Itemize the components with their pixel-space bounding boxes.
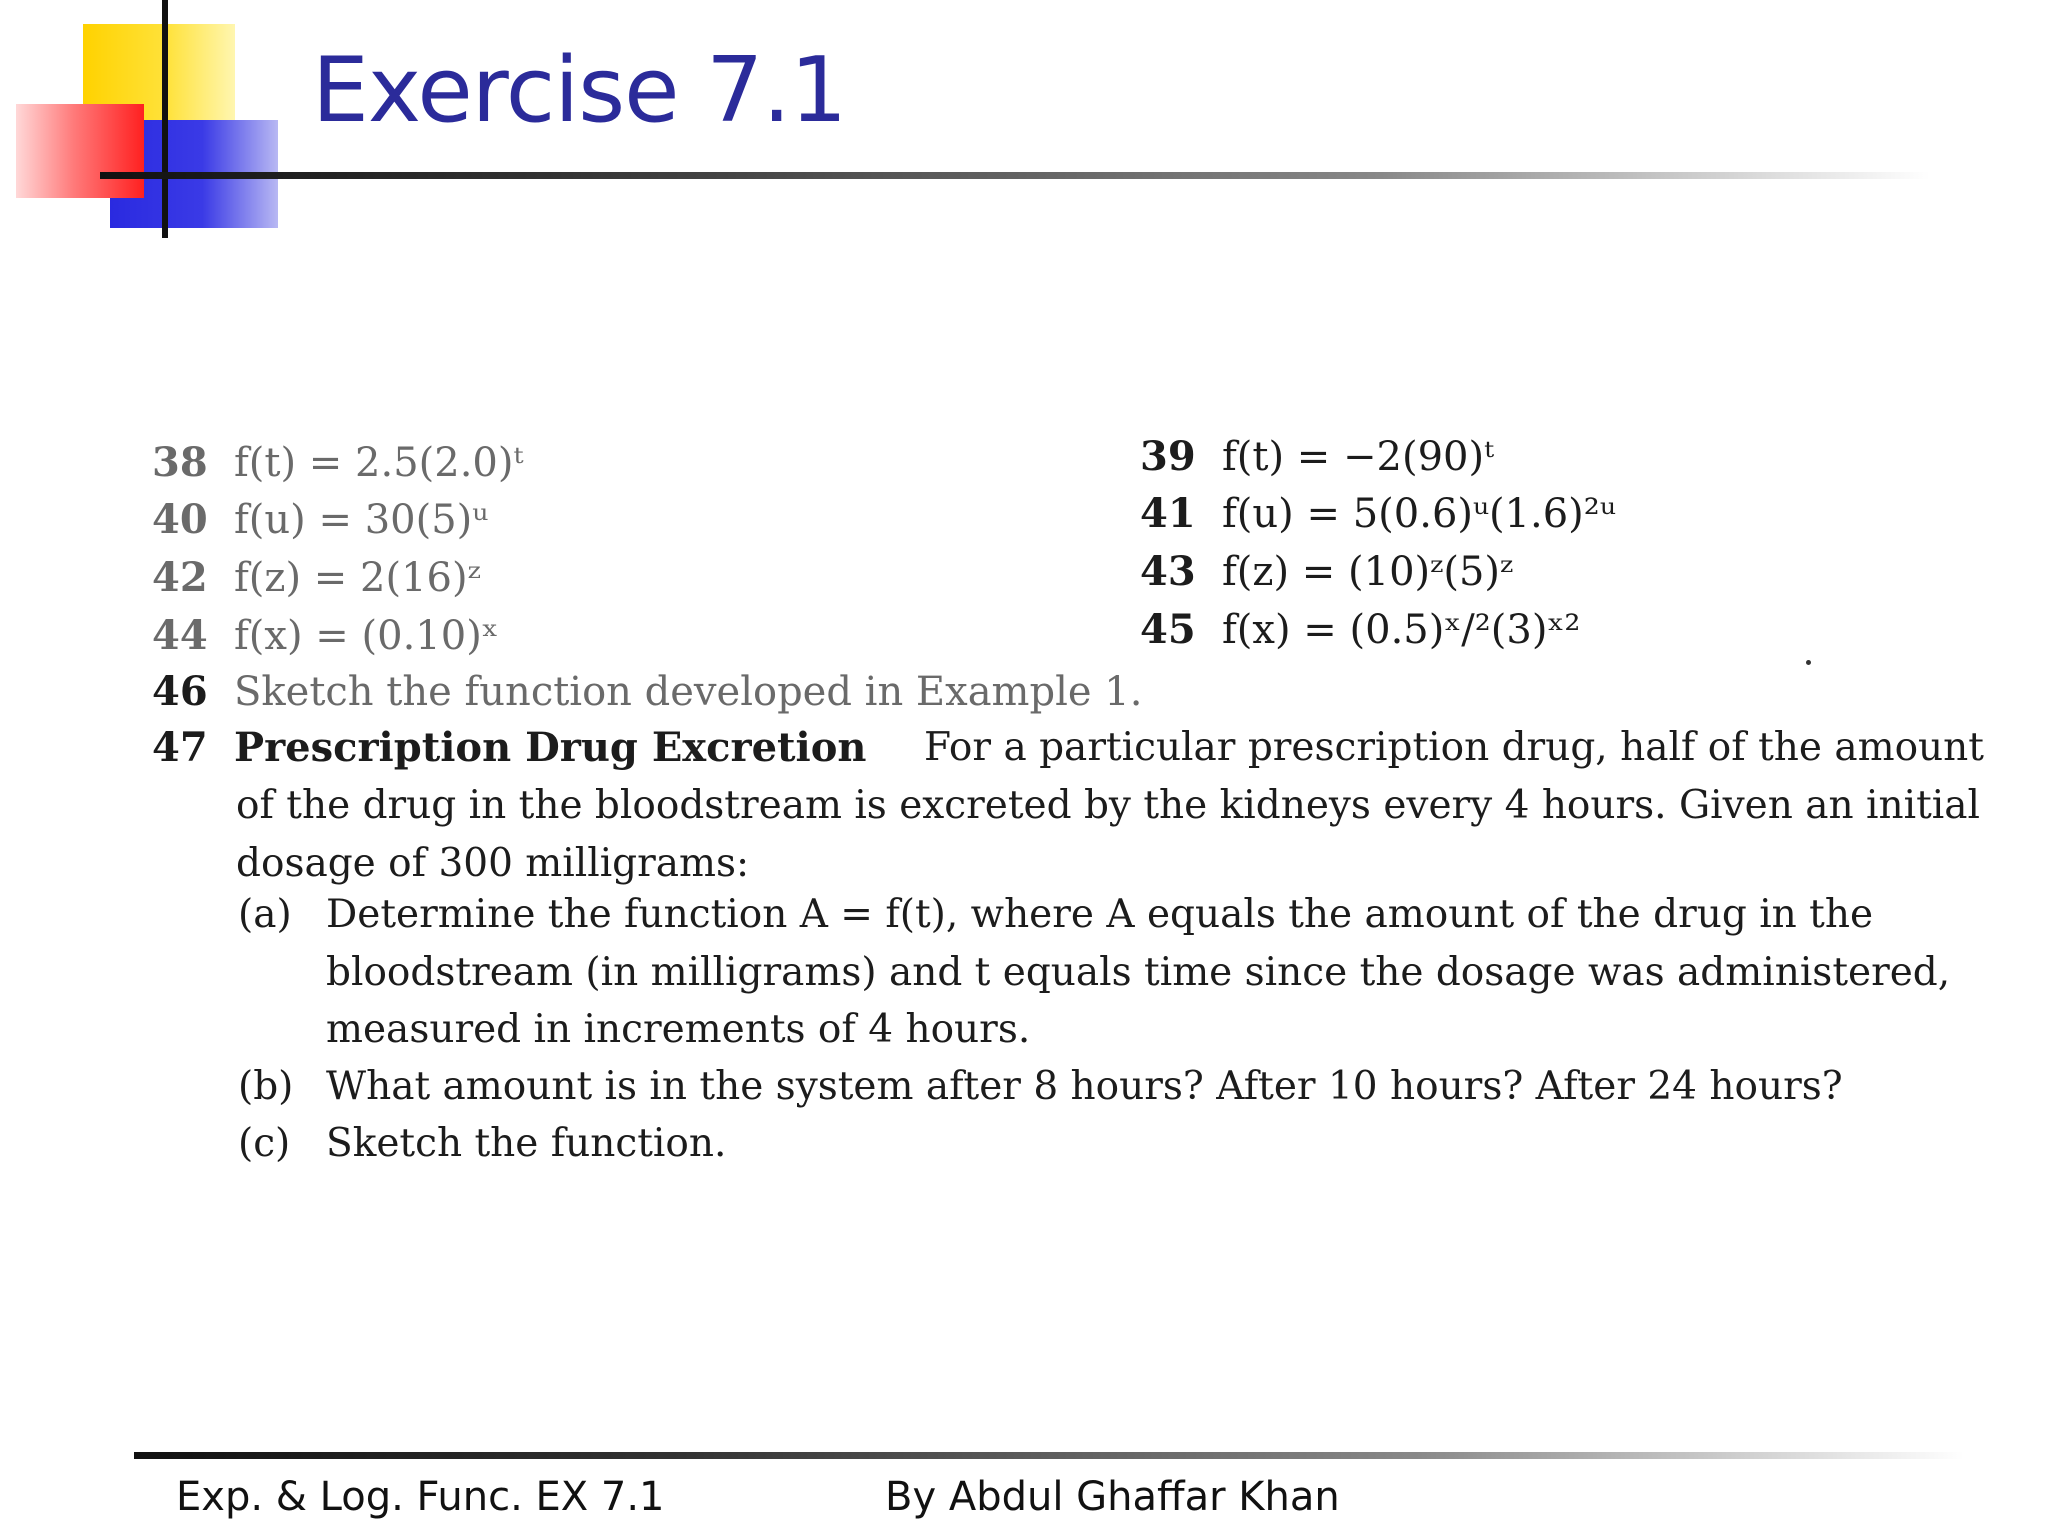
exercise-47-line3: dosage of 300 milligrams:: [236, 841, 750, 886]
exercise-number: 42: [152, 554, 208, 601]
exercise-number: 39: [1140, 433, 1196, 480]
exercise-40: [152, 496, 489, 543]
part-a-line1: Determine the function A = f(t), where A equals the amount of the drug in the: [326, 892, 1874, 937]
part-a-line3: measured in increments of 4 hours.: [326, 1007, 1031, 1052]
exercise-47-header: [152, 724, 867, 771]
part-a-line2: bloodstream (in milligrams) and t equals time since the dosage was administered,: [326, 950, 1951, 995]
exercise-39: [1140, 433, 1494, 480]
footer-divider: [134, 1452, 1964, 1459]
part-b-line: What amount is in the system after 8 hours? After 10 hours? After 24 hours?: [326, 1064, 1843, 1109]
exercise-expression: f(t) = 2.5(2.0)ᵗ: [234, 440, 524, 486]
title-divider: [100, 172, 1930, 179]
exercise-number: 40: [152, 496, 208, 543]
exercise-38: [152, 439, 524, 486]
exercise-number: 44: [152, 612, 208, 659]
stray-mark: [1806, 660, 1811, 665]
exercise-number: 41: [1140, 490, 1196, 537]
part-a-label: (a): [238, 892, 292, 937]
exercise-44: [152, 612, 499, 659]
exercise-42: [152, 554, 481, 601]
exercise-expression: f(u) = 5(0.6)ᵘ(1.6)²ᵘ: [1222, 491, 1616, 537]
slide-title: Exercise 7.1: [312, 38, 847, 143]
exercise-text: Sketch the function developed in Example 1.: [234, 669, 1143, 715]
decoration-vertical-line: [162, 0, 168, 238]
exercise-47-line2: of the drug in the bloodstream is excreted by the kidneys every 4 hours. Given an initial: [236, 783, 1980, 828]
exercise-46: [152, 668, 1143, 715]
exercise-41: [1140, 490, 1616, 537]
exercise-expression: f(u) = 30(5)ᵘ: [234, 497, 489, 543]
exercise-number: 45: [1140, 606, 1196, 653]
exercise-45: [1140, 606, 1581, 653]
footer-left-text: Exp. & Log. Func. EX 7.1: [176, 1474, 665, 1520]
exercise-number: 47: [152, 724, 208, 771]
exercise-43: [1140, 548, 1514, 595]
exercise-expression: f(z) = (10)ᶻ(5)ᶻ: [1222, 549, 1514, 595]
exercise-expression: f(x) = (0.10)ˣ: [234, 613, 499, 659]
part-c-label: (c): [238, 1121, 291, 1166]
exercise-number: 46: [152, 668, 208, 715]
part-c-line: Sketch the function.: [326, 1121, 727, 1166]
exercise-number: 38: [152, 439, 208, 486]
part-b-label: (b): [238, 1064, 294, 1109]
exercise-number: 43: [1140, 548, 1196, 595]
exercise-heading: Prescription Drug Excretion: [234, 724, 867, 771]
exercise-expression: f(x) = (0.5)ˣ/²(3)ˣ²: [1222, 607, 1581, 653]
exercise-expression: f(z) = 2(16)ᶻ: [234, 555, 481, 601]
exercise-expression: f(t) = −2(90)ᵗ: [1222, 434, 1494, 480]
decoration-red-square: [16, 104, 144, 198]
exercise-47-line1: For a particular prescription drug, half of the amount: [924, 725, 1984, 770]
footer-author: By Abdul Ghaffar Khan: [885, 1474, 1340, 1520]
